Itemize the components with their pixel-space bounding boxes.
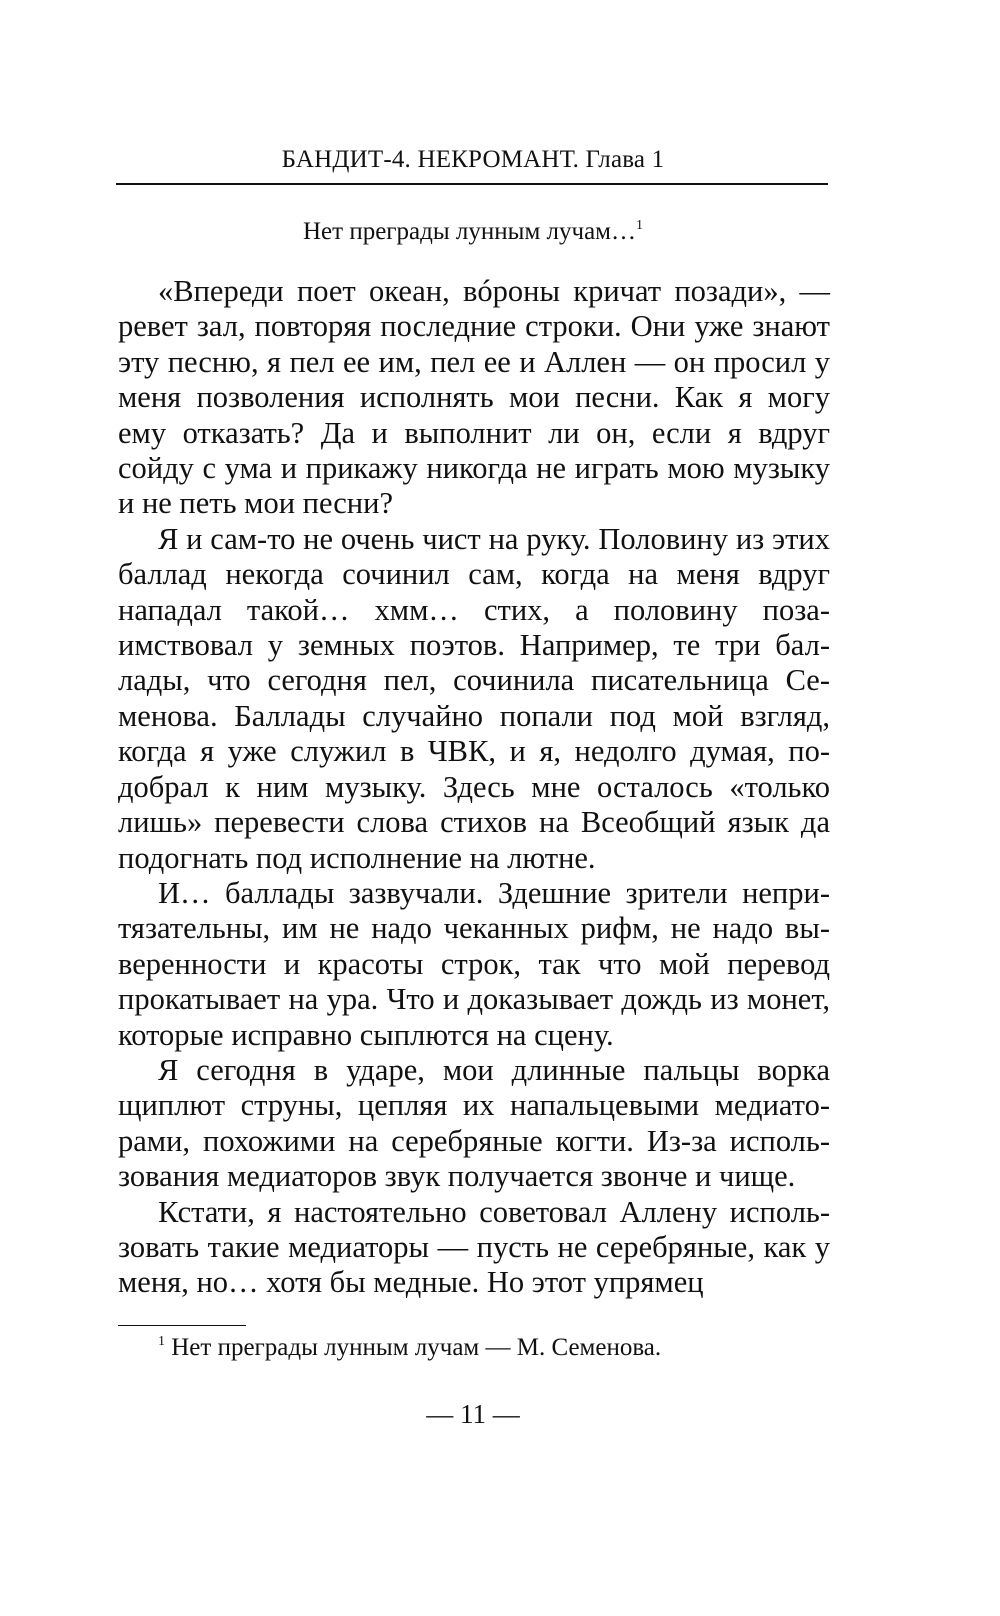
body-text <box>118 274 830 1301</box>
paragraph: Я и сам-то не очень чист на руку. Половину из этих баллад некогда сочинил сам, когда на меня вдруг нападал такой… хмм… стих, а половину позаимствовал у земных поэтов. Например, те три баллады, что сегодня пел, сочинила писательница Семенова. Баллады случайно попали под мой взгляд, когда я уже служил в ЧВК, и я, недолго думая, подобрал к ним музыку. Здесь мне осталось «только лишь» перевести слова стихов на Всеобщий язык да подогнать под исполнение на лютне. <box>118 521 830 875</box>
paragraph: «Впереди поет океан, вóроны кричат позади», — ревет зал, повторяя последние строки. Они уже знают эту песню, я пел ее им, пел ее и Аллен — он просил у меня позволения исполнять мои песни. Как я могу ему отказать? Да и выполнит ли он, если я вдруг сойду с ума и прикажу никогда не играть мою музыку и не петь мои песни? <box>118 274 830 521</box>
footnote-divider <box>118 1325 246 1326</box>
epigraph-text: Нет преграды лунным лучам… <box>303 218 636 245</box>
footnote <box>158 1333 828 1363</box>
epigraph <box>118 218 828 246</box>
footnote-mark: 1 <box>158 1334 165 1349</box>
page-number: — 11 — <box>426 1399 520 1429</box>
paragraph: И… баллады зазвучали. Здешние зрители непритязательны, им не надо чеканных рифм, не надо выверенности и красоты строк, так что мой перевод прокатывает на ура. Что и доказывает дождь из монет, которые исправно сыплются на сцену. <box>118 875 830 1052</box>
paragraph: Я сегодня в ударе, мои длинные пальцы ворка щиплют струны, цепляя их напальцевыми медиаторами, похожими на серебряные когти. Из-за использования медиаторов звук получается звонче и чище. <box>118 1052 830 1194</box>
paragraph: Кстати, я настоятельно советовал Аллену использовать такие медиаторы — пусть не серебряные, как у меня, но… хотя бы медные. Но этот упрямец <box>118 1194 830 1300</box>
running-head: БАНДИТ-4. НЕКРОМАНТ. Глава 1 <box>281 146 665 173</box>
footnote-reference: 1 <box>635 218 643 233</box>
header-divider <box>116 183 828 185</box>
footnote-text: Нет преграды лунным лучам — М. Семенова. <box>165 1334 662 1361</box>
